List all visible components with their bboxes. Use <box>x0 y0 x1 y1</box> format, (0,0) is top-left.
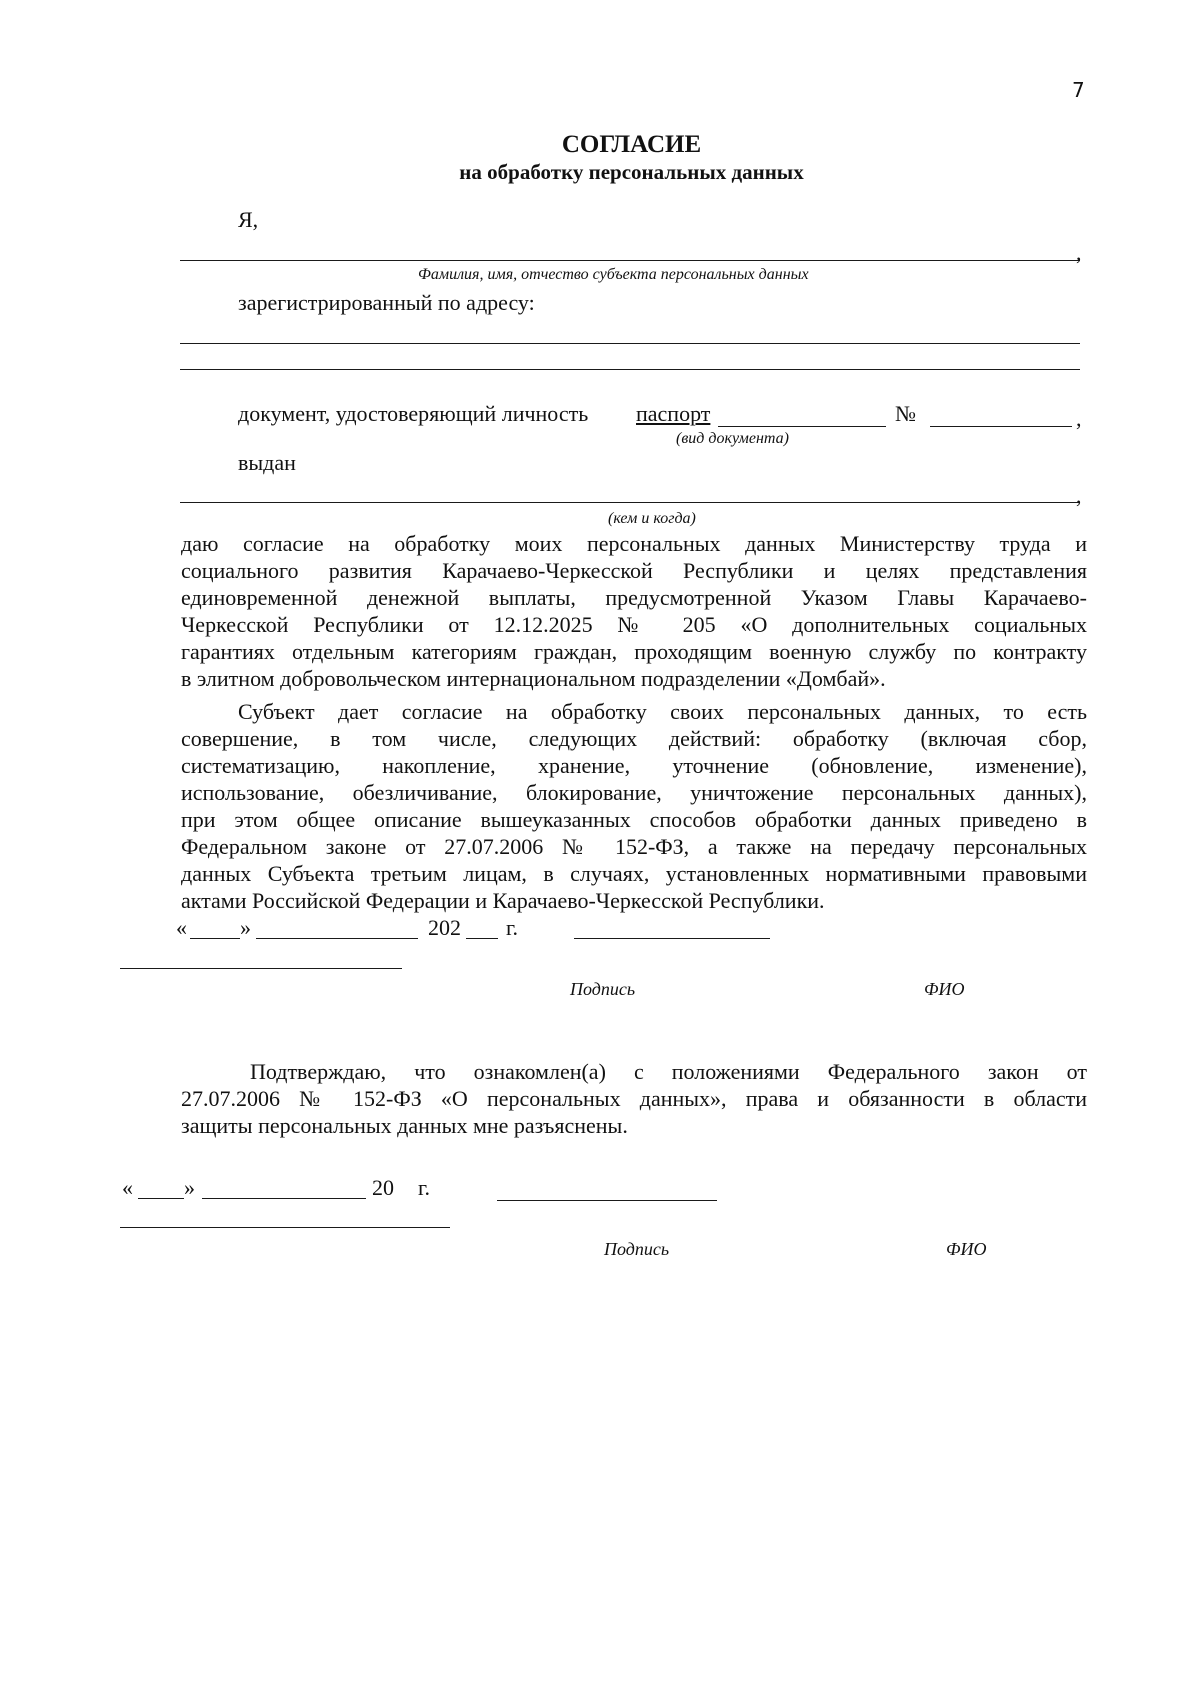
consent-line-2: социального развития Карачаево-Черкесской Республики и целях представления <box>181 558 1087 583</box>
subject-line-7: данных Субъекта третьим лицам, в случаях, установленных нормативными правовыми <box>181 861 1087 886</box>
subject-line-8: актами Российской Федерации и Карачаево-Черкесской Республики. <box>181 888 825 913</box>
subject-line-2: совершение, в том числе, следующих действий: обработку (включая сбор, <box>181 726 1087 751</box>
signature2-caption: Подпись <box>604 1239 670 1259</box>
subject-line-6: Федеральном законе от 27.07.2006 № 152-ФЗ, а также на передачу персональных <box>181 834 1087 859</box>
issued-label: выдан <box>238 450 296 475</box>
fio2-caption: ФИО <box>946 1239 987 1259</box>
document-title: СОГЛАСИЕ <box>561 131 702 158</box>
consent-line-5: гарантиях отдельным категориям граждан, проходящим военную службу по контракту <box>181 639 1087 664</box>
consent-line-3: единовременной денежной выплаты, предусмотренной Указом Главы Карачаево- <box>181 585 1087 610</box>
confirm-line-2: 27.07.2006 № 152-ФЗ «О персональных данных», права и обязанности в области <box>181 1086 1087 1111</box>
fio2-line <box>120 1227 450 1228</box>
consent-line-1: даю согласие на обработку моих персональных данных Министерству труда и <box>181 531 1087 556</box>
document-comma: , <box>1076 406 1082 431</box>
date2-close-quote: » <box>184 1175 195 1200</box>
document-type-value: паспорт <box>636 401 711 426</box>
document-type-line <box>718 426 886 427</box>
document-number-line <box>930 426 1072 427</box>
document-label: документ, удостоверяющий личность <box>238 401 589 426</box>
issued-comma: , <box>1076 483 1082 508</box>
document-caption: (вид документа) <box>676 430 789 447</box>
date2-month-line <box>202 1198 366 1199</box>
confirm-line-1: Подтверждаю, что ознакомлен(а) с положениями Федерального закон от <box>250 1059 1087 1084</box>
fio-caption: Фамилия, имя, отчество субъекта персональных данных <box>418 266 809 283</box>
i-label: Я, <box>238 207 259 232</box>
subject-line-3: систематизацию, накопление, хранение, уточнение (обновление, изменение), <box>181 753 1087 778</box>
date2-year-suffix: г. <box>418 1175 431 1200</box>
date1-year-line <box>466 938 498 939</box>
date1-year-suffix: г. <box>506 915 519 940</box>
date1-day-line <box>190 938 240 939</box>
date2-open-quote: « <box>122 1175 133 1200</box>
date1-close-quote: » <box>240 915 251 940</box>
address-label: зарегистрированный по адресу: <box>238 290 535 315</box>
consent-line-4: Черкесской Республики от 12.12.2025 № 205 «О дополнительных социальных <box>181 612 1087 637</box>
confirm-line-3: защиты персональных данных мне разъяснены. <box>181 1113 628 1138</box>
fio-field-line <box>180 260 1080 261</box>
fio1-caption: ФИО <box>924 979 965 999</box>
subject-line-1: Субъект дает согласие на обработку своих персональных данных, то есть <box>238 699 1087 724</box>
address-field-line-2 <box>180 369 1080 370</box>
signature2-line <box>497 1200 717 1201</box>
number-sign: № <box>895 401 916 426</box>
date1-open-quote: « <box>176 915 187 940</box>
issued-caption: (кем и когда) <box>608 510 696 527</box>
date2-year-prefix: 20 <box>372 1175 394 1200</box>
date2-day-line <box>138 1198 184 1199</box>
page-number: 7 <box>1072 78 1085 102</box>
subject-line-5: при этом общее описание вышеуказанных способов обработки данных приведено в <box>181 807 1087 832</box>
document-subtitle: на обработку персональных данных <box>459 160 804 184</box>
consent-line-6: в элитном добровольческом интернациональном подразделении «Домбай». <box>181 666 886 691</box>
signature1-line <box>574 938 770 939</box>
issued-field-line <box>180 502 1080 503</box>
signature1-caption: Подпись <box>570 979 636 999</box>
date1-year-prefix: 202 <box>428 915 461 940</box>
date1-month-line <box>256 938 418 939</box>
address-field-line-1 <box>180 343 1080 344</box>
subject-line-4: использование, обезличивание, блокирование, уничтожение персональных данных), <box>181 780 1087 805</box>
fio1-line <box>120 968 402 969</box>
fio-comma: , <box>1076 240 1082 265</box>
